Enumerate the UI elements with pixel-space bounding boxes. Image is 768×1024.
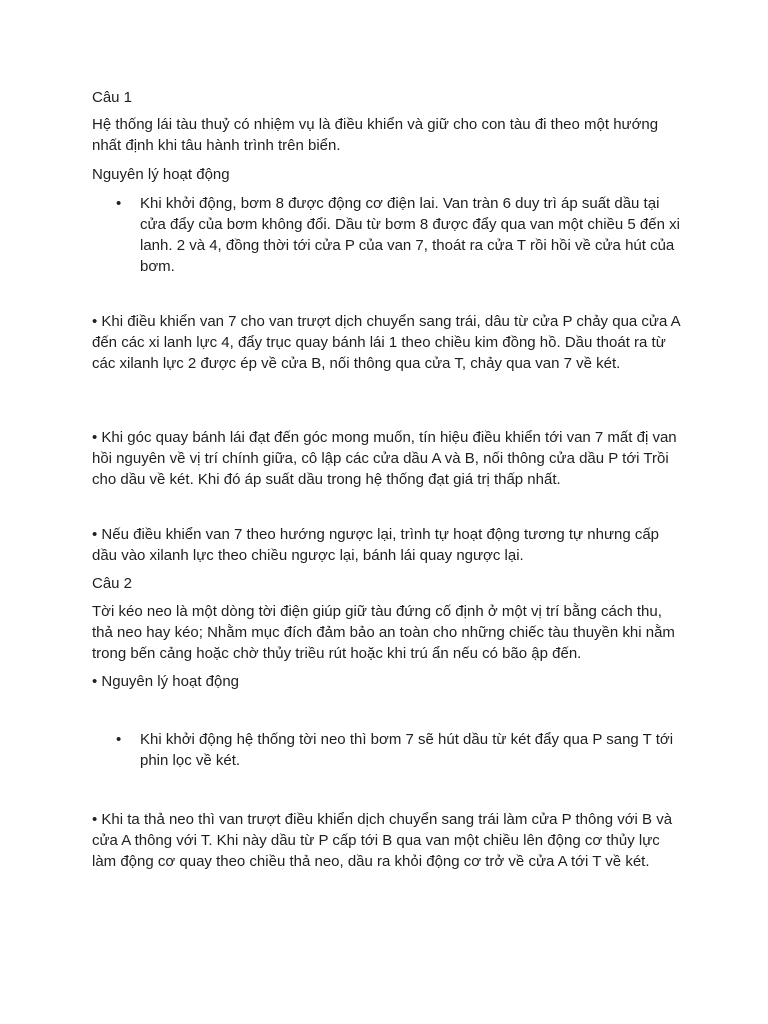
q1-subheading: Nguyên lý hoạt động [92,166,230,183]
q1-intro: Hệ thống lái tàu thuỷ có nhiệm vụ là điều khiển và giữ cho con tàu đi theo một hướng nhất định khi tâu hành trình trên biển. [92,116,659,154]
q2-subheading: • Nguyên lý hoạt động [92,673,240,690]
q2-bullet-item [116,729,686,771]
q2-paragraph-2: • Khi ta thả neo thì van trượt điều khiển dịch chuyển sang trái làm cửa P thông với B và cửa A thông với T. Khi này dầu từ P cấp tới B qua van một chiều lên động cơ thủy lực làm động cơ quay theo chiều thả neo, dầu ra khỏi động cơ trở về cửa A tới T về két. [92,811,673,870]
q2-title: Câu 2 [92,575,133,592]
q1-paragraph-2: • Khi điều khiển van 7 cho van trượt dịch chuyển sang trái, dâu từ cửa P chảy qua cửa A đến các xi lanh lực 4, đẩy trục quay bánh lái 1 theo chiều kim đồng hồ. Dầu thoát ra từ các xilanh lực 2 được ép về cửa B, nối thông qua cửa T, chảy qua van 7 về két. [92,313,680,372]
q1-title: Câu 1 [92,89,133,106]
bullet-dot: • [116,731,122,748]
q2-bullet-text: Khi khởi động hệ thống tời neo thì bơm 7 sẽ hút dầu từ két đẩy qua P sang T tới phin lọc về két. [140,731,674,769]
bullet-dot: • [116,195,122,212]
q1-bullet-text: Khi khởi động, bơm 8 được động cơ điện lai. Van tràn 6 duy trì áp suất dầu tại cửa đẩy của bơm không đổi. Dầu từ bơm 8 được đẩy qua van một chiều 5 đến xi lanh. 2 và 4, đồng thời tới cửa P của van 7, thoát ra cửa T rồi hồi về cửa hút của bơm. [140,195,680,275]
q2-intro: Tời kéo neo là một dòng tời điện giúp giữ tàu đứng cố định ở một vị trí bằng cách thu, thả neo hay kéo; Nhằm mục đích đảm bảo an toàn cho những chiếc tàu thuyền khi nằm trong bến cảng hoặc chờ thủy triều rút hoặc khi trú ẩn nếu có bão ập đến. [92,603,675,662]
q1-paragraph-3: • Khi góc quay bánh lái đạt đến góc mong muốn, tín hiệu điều khiển tới van 7 mất đị van hồi nguyên về vị trí chính giữa, cô lập các cửa dầu A và B, nối thông cửa dầu P tới Trồi cho dầu về két. Khi đó áp suất dầu trong hệ thống đạt giá trị thấp nhất. [92,429,677,488]
q1-paragraph-4: • Nếu điều khiển van 7 theo hướng ngược lại, trình tự hoạt động tương tự nhưng cấp dầu vào xilanh lực theo chiều ngược lại, bánh lái quay ngược lại. [92,526,660,564]
q1-bullet-item [116,193,686,277]
